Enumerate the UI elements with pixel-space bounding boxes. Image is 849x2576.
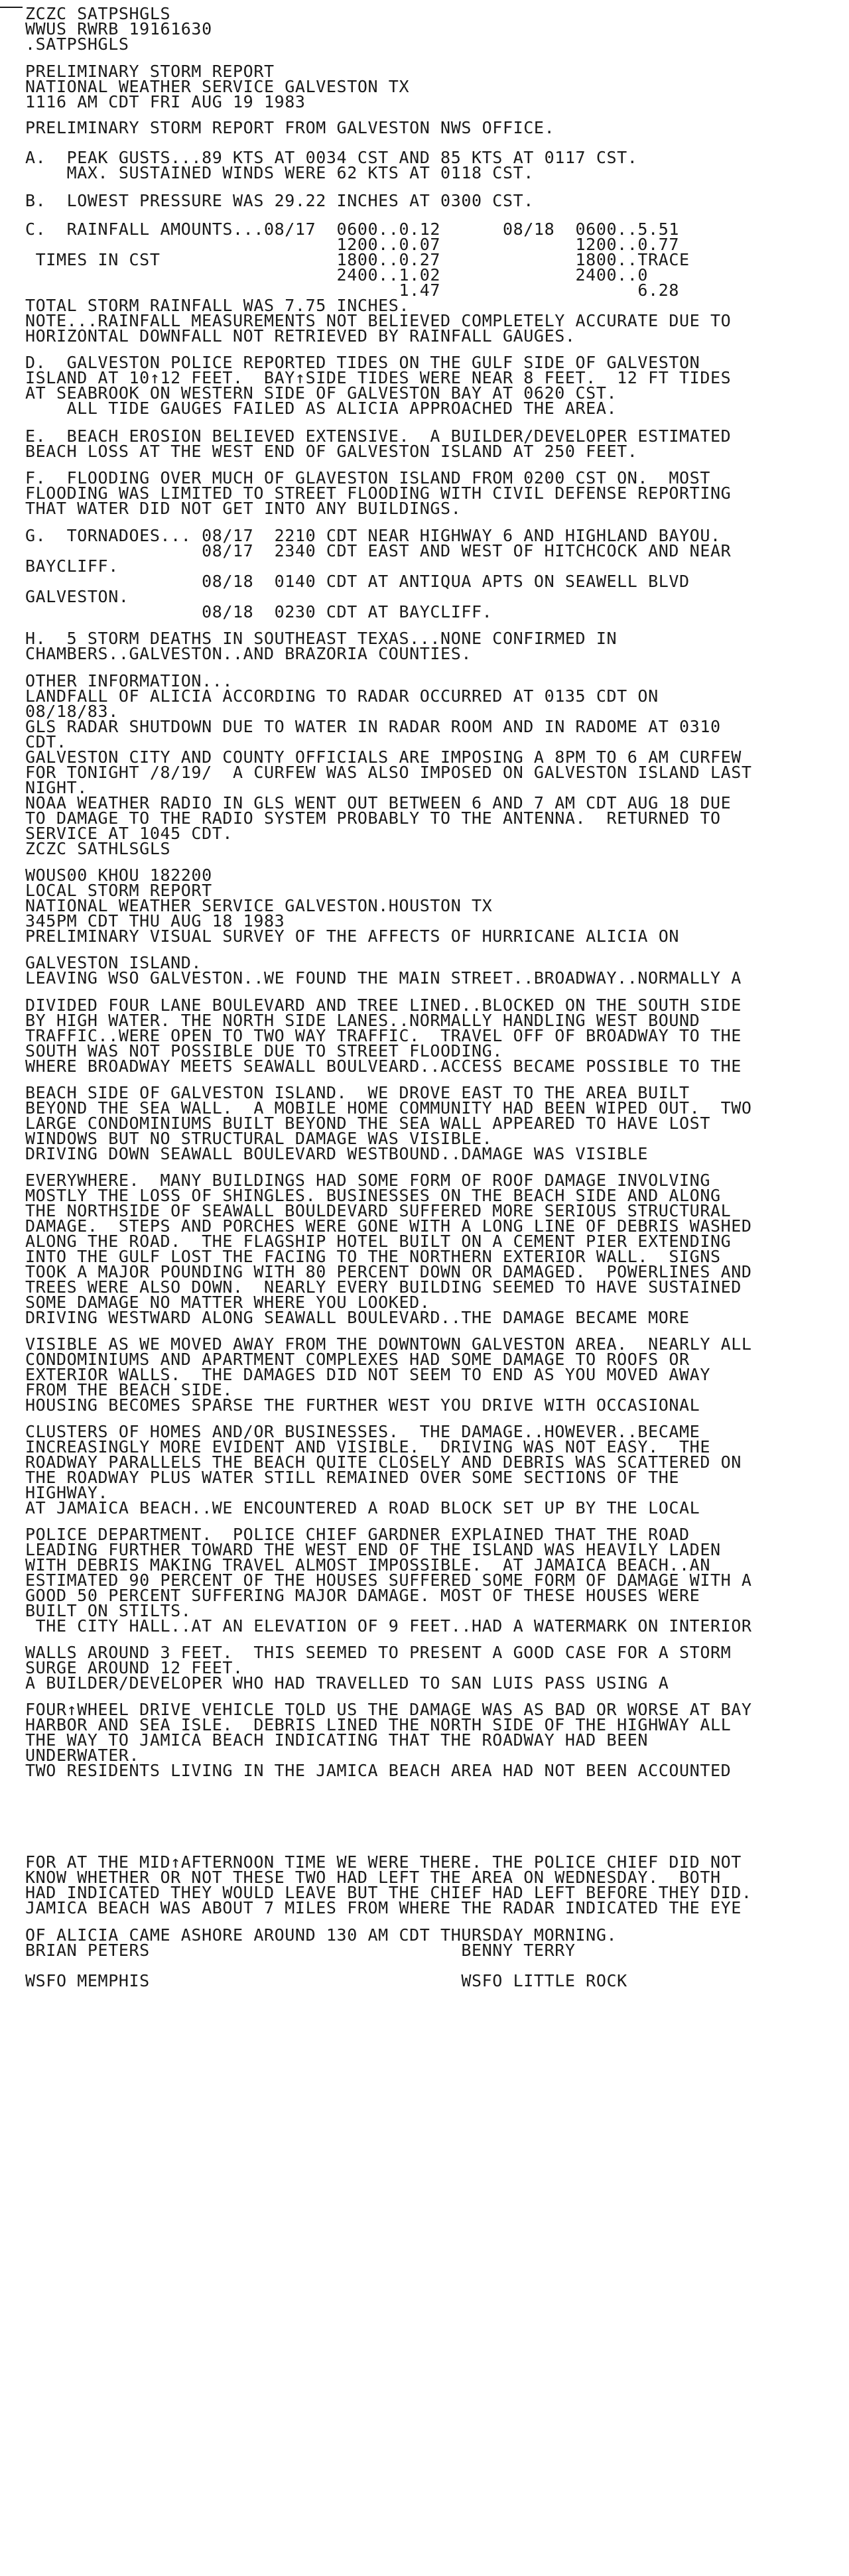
document-line: LOCAL STORM REPORT — [25, 881, 212, 900]
document-line: FLOODING WAS LIMITED TO STREET FLOODING WITH CIVIL DEFENSE REPORTING — [25, 483, 732, 503]
document-line: B. LOWEST PRESSURE WAS 29.22 INCHES AT 0300 CST. — [25, 191, 534, 210]
document-line: FOR AT THE MID↑AFTERNOON TIME WE WERE THERE. THE POLICE CHIEF DID NOT — [25, 1852, 742, 1872]
document-line: LARGE CONDOMINIUMS BUILT BEYOND THE SEA WALL APPEARED TO HAVE LOST — [25, 1114, 710, 1133]
document-line: SOME DAMAGE NO MATTER WHERE YOU LOOKED. — [25, 1293, 430, 1312]
document-line: JAMICA BEACH WAS ABOUT 7 MILES FROM WHERE THE RADAR INDICATED THE EYE — [25, 1898, 742, 1917]
document-line: A. PEAK GUSTS...89 KTS AT 0034 CST AND 85 KTS AT 0117 CST. — [25, 148, 638, 167]
document-line: WHERE BROADWAY MEETS SEAWALL BOULVEARD..ACCESS BECAME POSSIBLE TO THE — [25, 1057, 742, 1076]
document-line: HIGHWAY. — [25, 1483, 109, 1502]
document-line: C. RAINFALL AMOUNTS...08/17 0600..0.12 08/18 0600..5.51 — [25, 220, 680, 239]
document-line: HARBOR AND SEA ISLE. DEBRIS LINED THE NORTH SIDE OF THE HIGHWAY ALL — [25, 1715, 732, 1734]
document-line: PRELIMINARY VISUAL SURVEY OF THE AFFECTS OF HURRICANE ALICIA ON — [25, 927, 680, 946]
document-line: TOTAL STORM RAINFALL WAS 7.75 INCHES. — [25, 296, 410, 315]
document-line: SURGE AROUND 12 FEET. — [25, 1658, 243, 1677]
document-line: DRIVING DOWN SEAWALL BOULEVARD WESTBOUND..DAMAGE WAS VISIBLE — [25, 1144, 649, 1163]
document-line: GALVESTON CITY AND COUNTY OFFICIALS ARE IMPOSING A 8PM TO 6 AM CURFEW — [25, 747, 742, 767]
document-line: THE WAY TO JAMICA BEACH INDICATING THAT THE ROADWAY HAD BEEN — [25, 1730, 649, 1750]
document-line: GALVESTON ISLAND. — [25, 953, 202, 972]
document-line: AT JAMAICA BEACH..WE ENCOUNTERED A ROAD BLOCK SET UP BY THE LOCAL — [25, 1498, 700, 1517]
document-line: TOOK A MAJOR POUNDING WITH 80 PERCENT DOWN OR DAMAGED. POWERLINES AND — [25, 1262, 752, 1281]
document-line: E. BEACH EROSION BELIEVED EXTENSIVE. A BUILDER/DEVELOPER ESTIMATED — [25, 426, 732, 446]
document-line: BUILT ON STILTS. — [25, 1601, 192, 1620]
document-line: 1200..0.07 1200..0.77 — [25, 235, 680, 254]
document-line: NOTE...RAINFALL MEASUREMENTS NOT BELIEVED COMPLETELY ACCURATE DUE TO — [25, 311, 732, 330]
document-line: FOR TONIGHT /8/19/ A CURFEW WAS ALSO IMPOSED ON GALVESTON ISLAND LAST — [25, 763, 752, 782]
document-line: GLS RADAR SHUTDOWN DUE TO WATER IN RADAR ROOM AND IN RADOME AT 0310 — [25, 717, 721, 736]
document-line: SOUTH WAS NOT POSSIBLE DUE TO STREET FLOODING. — [25, 1041, 503, 1061]
document-line: 08/18/83. — [25, 702, 119, 721]
document-line: HORIZONTAL DOWNFALL NOT RETRIEVED BY RAINFALL GAUGES. — [25, 326, 576, 346]
header-rule — [0, 7, 23, 8]
document-line: HAD INDICATED THEY WOULD LEAVE BUT THE CHIEF HAD LEFT BEFORE THEY DID. — [25, 1883, 752, 1902]
document-line: TRAFFIC..WERE OPEN TO TWO WAY TRAFFIC. TRAVEL OFF OF BROADWAY TO THE — [25, 1026, 742, 1045]
document-line: PRELIMINARY STORM REPORT — [25, 62, 275, 81]
document-line: ROADWAY PARALLELS THE BEACH QUITE CLOSELY AND DEBRIS WAS SCATTERED ON — [25, 1452, 742, 1472]
document-line: WALLS AROUND 3 FEET. THIS SEEMED TO PRESENT A GOOD CASE FOR A STORM — [25, 1643, 732, 1662]
document-line: G. TORNADOES... 08/17 2210 CDT NEAR HIGHWAY 6 AND HIGHLAND BAYOU. — [25, 526, 721, 545]
document-line: 08/18 0140 CDT AT ANTIQUA APTS ON SEAWELL BLVD — [25, 572, 690, 591]
document-line: GALVESTON. — [25, 587, 129, 606]
document-line: TREES WERE ALSO DOWN. NEARLY EVERY BUILDING SEEMED TO HAVE SUSTAINED — [25, 1277, 742, 1297]
document-line: LEADING FURTHER TOWARD THE WEST END OF THE ISLAND WAS HEAVILY LADEN — [25, 1540, 721, 1559]
document-line: CLUSTERS OF HOMES AND/OR BUSINESSES. THE DAMAGE..HOWEVER..BECAME — [25, 1422, 700, 1441]
document-line: OTHER INFORMATION... — [25, 671, 233, 690]
document-line: BAYCLIFF. — [25, 556, 119, 576]
document-line: BY HIGH WATER. THE NORTH SIDE LANES..NORMALLY HANDLING WEST BOUND — [25, 1011, 700, 1030]
document-line: VISIBLE AS WE MOVED AWAY FROM THE DOWNTOWN GALVESTON AREA. NEARLY ALL — [25, 1334, 752, 1354]
document-line: BEACH LOSS AT THE WEST END OF GALVESTON ISLAND AT 250 FEET. — [25, 442, 638, 461]
document-line: D. GALVESTON POLICE REPORTED TIDES ON THE GULF SIDE OF GALVESTON — [25, 353, 700, 372]
document-line: BEACH SIDE OF GALVESTON ISLAND. WE DROVE EAST TO THE AREA BUILT — [25, 1083, 690, 1102]
document-line: SERVICE AT 1045 CDT. — [25, 824, 233, 843]
document-line: INTO THE GULF LOST THE FACING TO THE NORTHERN EXTERIOR WALL. SIGNS — [25, 1247, 721, 1266]
document-line: BRIAN PETERS BENNY TERRY — [25, 1941, 576, 1960]
document-line: WSFO MEMPHIS WSFO LITTLE ROCK — [25, 1971, 627, 1990]
document-line: F. FLOODING OVER MUCH OF GLAVESTON ISLAND FROM 0200 CST ON. MOST — [25, 468, 710, 487]
document-line: TO DAMAGE TO THE RADIO SYSTEM PROBABLY TO THE ANTENNA. RETURNED TO — [25, 808, 721, 828]
document-line: WITH DEBRIS MAKING TRAVEL ALMOST IMPOSSIBLE. AT JAMAICA BEACH..AN — [25, 1555, 710, 1575]
document-line: MOSTLY THE LOSS OF SHINGLES. BUSINESSES ON THE BEACH SIDE AND ALONG — [25, 1186, 721, 1205]
document-line: WWUS RWRB 19161630 — [25, 19, 212, 38]
document-line: POLICE DEPARTMENT. POLICE CHIEF GARDNER EXPLAINED THAT THE ROAD — [25, 1525, 690, 1544]
document-line: EVERYWHERE. MANY BUILDINGS HAD SOME FORM OF ROOF DAMAGE INVOLVING — [25, 1171, 710, 1190]
document-line: A BUILDER/DEVELOPER WHO HAD TRAVELLED TO SAN LUIS PASS USING A — [25, 1673, 669, 1693]
document-line: THE NORTHSIDE OF SEAWALL BOULDEVARD SUFFERED MORE SERIOUS STRUCTURAL — [25, 1201, 732, 1220]
document-line: TIMES IN CST 1800..0.27 1800..TRACE — [25, 250, 690, 269]
document-line: GOOD 50 PERCENT SUFFERING MAJOR DAMAGE. MOST OF THESE HOUSES WERE — [25, 1586, 700, 1605]
document-line: 08/17 2340 CDT EAST AND WEST OF HITCHCOCK AND NEAR — [25, 541, 732, 560]
document-line: ZCZC SATPSHGLS — [25, 4, 171, 23]
document-line: BEYOND THE SEA WALL. A MOBILE HOME COMMUNITY HAD BEEN WIPED OUT. TWO — [25, 1098, 752, 1118]
document-line: DIVIDED FOUR LANE BOULEVARD AND TREE LINED..BLOCKED ON THE SOUTH SIDE — [25, 996, 742, 1015]
document-line: LANDFALL OF ALICIA ACCORDING TO RADAR OCCURRED AT 0135 CDT ON — [25, 686, 659, 706]
document-line: 1116 AM CDT FRI AUG 19 1983 — [25, 92, 306, 111]
document-line: 2400..1.02 2400..0 — [25, 265, 649, 285]
document-line: UNDERWATER. — [25, 1746, 140, 1765]
document-line: INCREASINGLY MORE EVIDENT AND VISIBLE. DRIVING WAS NOT EASY. THE — [25, 1437, 710, 1456]
document-line: LEAVING WSO GALVESTON..WE FOUND THE MAIN STREET..BROADWAY..NORMALLY A — [25, 968, 742, 988]
document-line: HOUSING BECOMES SPARSE THE FURTHER WEST YOU DRIVE WITH OCCASIONAL — [25, 1395, 700, 1415]
document-line: ALONG THE ROAD. THE FLAGSHIP HOTEL BUILT ON A CEMENT PIER EXTENDING — [25, 1232, 732, 1251]
document-line: .SATPSHGLS — [25, 34, 129, 54]
document-line: 08/18 0230 CDT AT BAYCLIFF. — [25, 602, 493, 621]
document-line: WOUS00 KHOU 182200 — [25, 866, 212, 885]
document-line: THAT WATER DID NOT GET INTO ANY BUILDINGS. — [25, 499, 462, 518]
document-line: H. 5 STORM DEATHS IN SOUTHEAST TEXAS...NONE CONFIRMED IN — [25, 629, 618, 648]
document-line: KNOW WHETHER OR NOT THESE TWO HAD LEFT THE AREA ON WEDNESDAY. BOTH — [25, 1868, 721, 1887]
document-line: AT SEABROOK ON WESTERN SIDE OF GALVESTON BAY AT 0620 CST. — [25, 383, 618, 403]
document-line: PRELIMINARY STORM REPORT FROM GALVESTON NWS OFFICE. — [25, 118, 555, 137]
document-line: EXTERIOR WALLS. THE DAMAGES DID NOT SEEM TO END AS YOU MOVED AWAY — [25, 1365, 710, 1384]
document-line: CONDOMINIUMS AND APARTMENT COMPLEXES HAD SOME DAMAGE TO ROOFS OR — [25, 1350, 690, 1369]
document-line: CHAMBERS..GALVESTON..AND BRAZORIA COUNTIES. — [25, 644, 472, 663]
document-line: ZCZC SATHLSGLS — [25, 839, 171, 858]
document-line: DRIVING WESTWARD ALONG SEAWALL BOULEVARD..THE DAMAGE BECAME MORE — [25, 1308, 690, 1327]
document-line: FROM THE BEACH SIDE. — [25, 1380, 233, 1399]
document-line: ISLAND AT 10↑12 FEET. BAY↑SIDE TIDES WERE NEAR 8 FEET. 12 FT TIDES — [25, 368, 732, 387]
document-line: NIGHT. — [25, 778, 88, 797]
document-line: ALL TIDE GAUGES FAILED AS ALICIA APPROACHED THE AREA. — [25, 399, 618, 418]
document-line: CDT. — [25, 732, 67, 751]
document-line: TWO RESIDENTS LIVING IN THE JAMICA BEACH AREA HAD NOT BEEN ACCOUNTED — [25, 1761, 732, 1780]
document-line: NATIONAL WEATHER SERVICE GALVESTON.HOUSTON TX — [25, 896, 493, 915]
document-line: 345PM CDT THU AUG 18 1983 — [25, 911, 285, 931]
document-line: OF ALICIA CAME ASHORE AROUND 130 AM CDT THURSDAY MORNING. — [25, 1925, 618, 1945]
document-line: MAX. SUSTAINED WINDS WERE 62 KTS AT 0118 CST. — [25, 163, 534, 182]
document-line: NATIONAL WEATHER SERVICE GALVESTON TX — [25, 77, 410, 96]
document-line: THE CITY HALL..AT AN ELEVATION OF 9 FEET..HAD A WATERMARK ON INTERIOR — [25, 1616, 752, 1636]
document-line: ESTIMATED 90 PERCENT OF THE HOUSES SUFFERED SOME FORM OF DAMAGE WITH A — [25, 1571, 752, 1590]
document-line: WINDOWS BUT NO STRUCTURAL DAMAGE WAS VISIBLE. — [25, 1129, 493, 1148]
document-line: NOAA WEATHER RADIO IN GLS WENT OUT BETWEEN 6 AND 7 AM CDT AUG 18 DUE — [25, 793, 732, 812]
document-line: FOUR↑WHEEL DRIVE VEHICLE TOLD US THE DAMAGE WAS AS BAD OR WORSE AT BAY — [25, 1700, 752, 1719]
document-line: DAMAGE. STEPS AND PORCHES WERE GONE WITH A LONG LINE OF DEBRIS WASHED — [25, 1216, 752, 1236]
document-line: 1.47 6.28 — [25, 281, 680, 300]
document-line: THE ROADWAY PLUS WATER STILL REMAINED OVER SOME SECTIONS OF THE — [25, 1468, 680, 1487]
